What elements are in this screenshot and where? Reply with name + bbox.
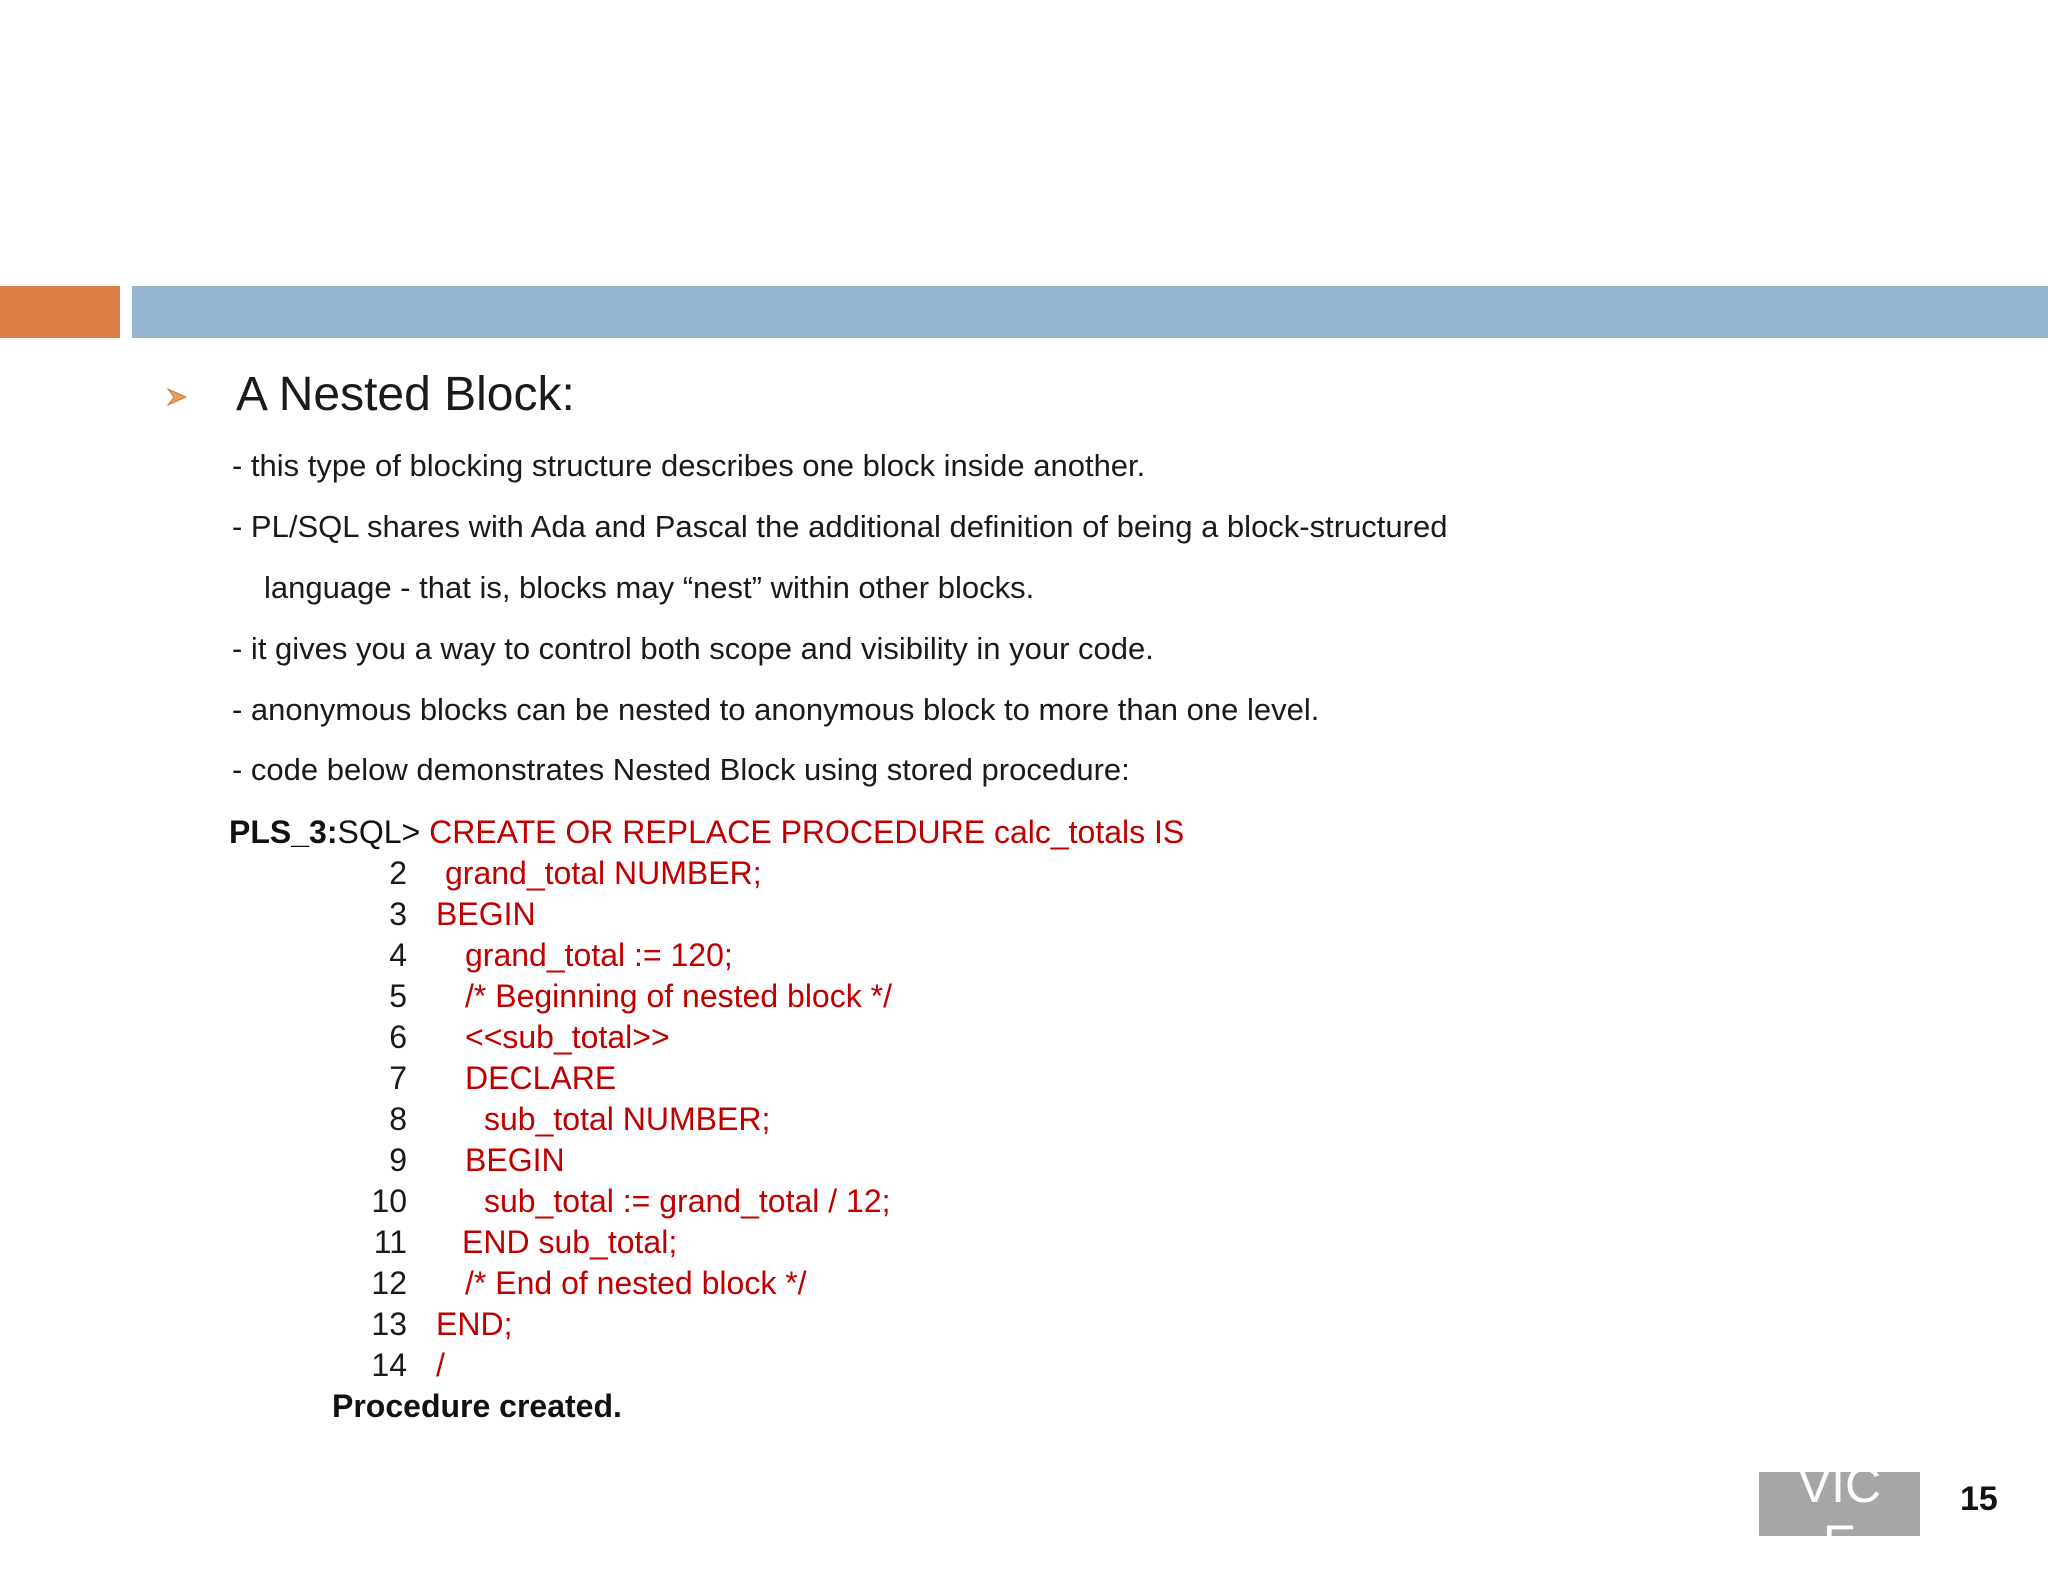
accent-bar-blue [132, 286, 2048, 338]
code-line-number: 3 [389, 896, 407, 932]
arrow-bullet-icon [166, 386, 188, 408]
code-line-number: 12 [371, 1265, 407, 1301]
code-line-number: 11 [373, 1224, 407, 1260]
paragraph-6: - code below demonstrates Nested Block using stored procedure: [232, 752, 1130, 787]
code-prompt-label: PLS_3: [229, 814, 338, 850]
accent-bar-orange [0, 286, 120, 338]
code-line-number: 2 [389, 855, 407, 891]
slide-heading: A Nested Block: [236, 368, 575, 421]
code-line-number: 8 [389, 1101, 407, 1137]
paragraph-5: - anonymous blocks can be nested to anonymous block to more than one level. [232, 692, 1320, 727]
code-first-line [229, 813, 1184, 851]
code-line-text: grand_total := 120; [465, 937, 733, 973]
code-line-text: END sub_total; [462, 1224, 678, 1260]
code-line-number: 7 [389, 1060, 407, 1096]
code-line-text: DECLARE [465, 1060, 617, 1096]
code-line-text: <<sub_total>> [465, 1019, 670, 1055]
code-line-number: 5 [389, 978, 407, 1014]
paragraph-2: - PL/SQL shares with Ada and Pascal the additional definition of being a block-structured [232, 509, 1448, 544]
code-line-text: grand_total NUMBER; [445, 855, 762, 891]
code-line-text: / [436, 1347, 445, 1383]
paragraph-4: - it gives you a way to control both scope and visibility in your code. [232, 631, 1154, 666]
paragraph-1: - this type of blocking structure describes one block inside another. [232, 448, 1146, 483]
code-line-number: 9 [389, 1142, 407, 1178]
code-line-text: BEGIN [465, 1142, 565, 1178]
code-line-text: sub_total NUMBER; [484, 1101, 771, 1137]
code-line-number: 14 [371, 1347, 407, 1383]
footer-badge-text: VIC E [1797, 1457, 1882, 1571]
code-line-number: 10 [371, 1183, 407, 1219]
code-line-text: END; [436, 1306, 513, 1342]
code-line-number: 4 [389, 937, 407, 973]
code-line-number: 6 [389, 1019, 407, 1055]
code-prompt: SQL> [337, 814, 430, 850]
page-number: 15 [1960, 1480, 1998, 1518]
code-line-number: 13 [371, 1306, 407, 1342]
code-line-text: sub_total := grand_total / 12; [484, 1183, 891, 1219]
code-line-text: /* End of nested block */ [465, 1265, 807, 1301]
code-text: CREATE OR REPLACE PROCEDURE calc_totals IS [429, 814, 1185, 850]
footer-badge [1759, 1457, 1920, 1571]
procedure-result: Procedure created. [332, 1388, 622, 1424]
code-line-text: /* Beginning of nested block */ [465, 978, 892, 1014]
paragraph-3: language - that is, blocks may “nest” within other blocks. [264, 570, 1035, 605]
code-line-text: BEGIN [436, 896, 536, 932]
